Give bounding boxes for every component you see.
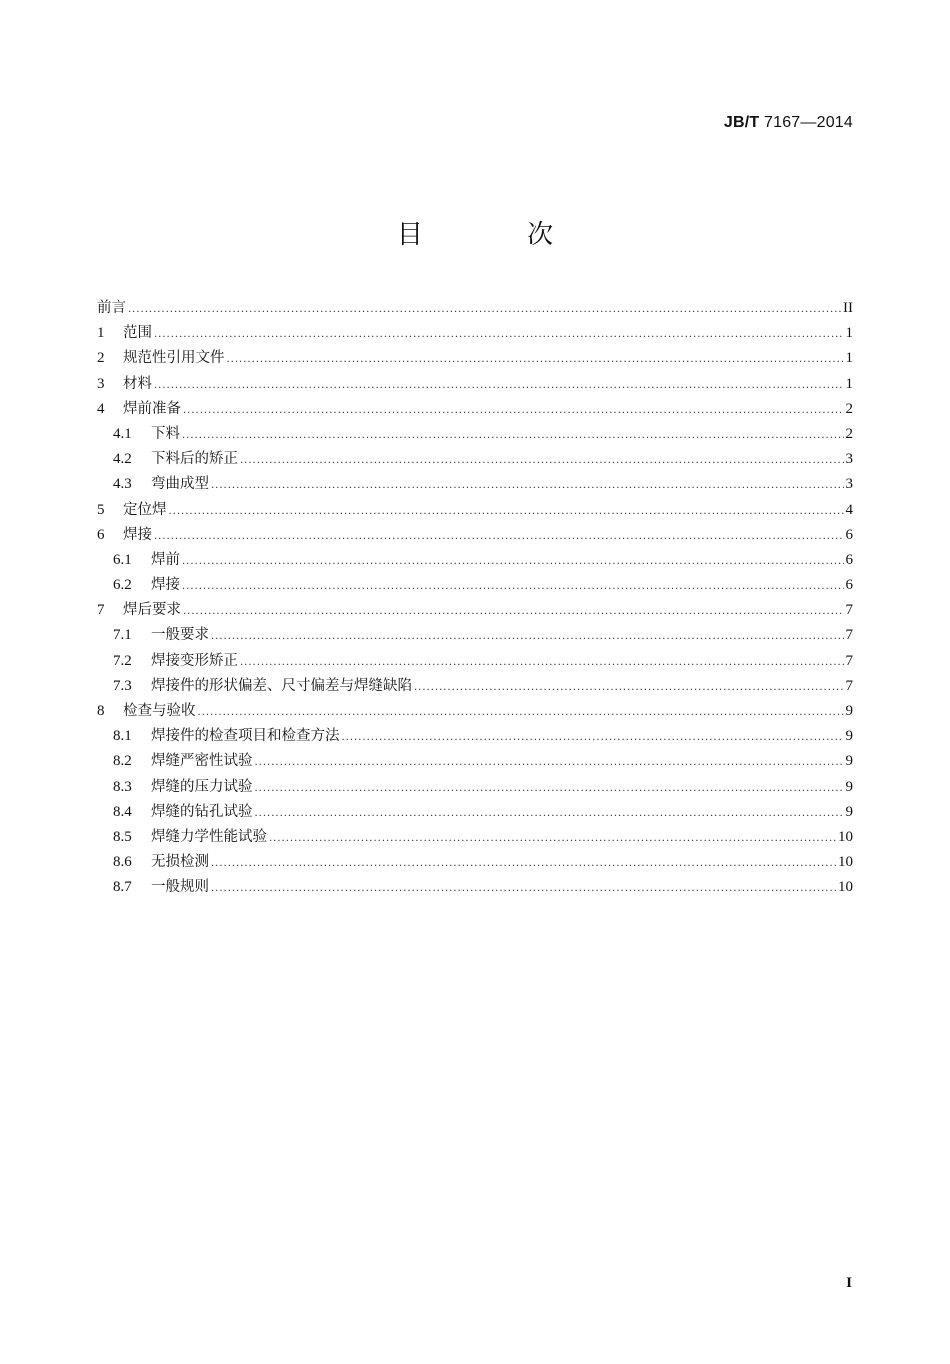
toc-entry-page: 1 — [845, 325, 853, 342]
toc-leader-dots — [154, 373, 844, 398]
toc-entry-label: 焊前准备 — [123, 400, 181, 417]
toc-entry-page: 9 — [845, 778, 853, 795]
toc-entry[interactable] — [97, 598, 853, 623]
toc-entry-label: 无损检测 — [151, 854, 209, 871]
toc-entry-page: 4 — [845, 501, 853, 518]
toc-entry[interactable] — [97, 875, 853, 900]
toc-leader-dots — [182, 574, 844, 599]
toc-leader-dots — [198, 700, 844, 725]
toc-entry-page: 6 — [845, 551, 853, 568]
toc-entry-label: 焊后要求 — [123, 602, 181, 619]
toc-entry-page: 10 — [838, 879, 853, 896]
toc-entry[interactable] — [97, 372, 853, 397]
toc-entry-number: 4.3 — [113, 476, 132, 493]
toc-entry[interactable] — [97, 548, 853, 573]
toc-entry-number: 1 — [97, 325, 105, 342]
toc-leader-dots — [211, 851, 836, 876]
toc-entry-page: 7 — [845, 652, 853, 669]
toc-entry-page: 7 — [845, 627, 853, 644]
toc-entry-number: 4.2 — [113, 451, 132, 468]
toc-entry-number: 5 — [97, 501, 105, 518]
toc-entry-label: 弯曲成型 — [151, 476, 209, 493]
toc-entry-label: 定位焊 — [123, 501, 167, 518]
toc-entry[interactable] — [97, 523, 853, 548]
toc-entry-number: 3 — [97, 375, 105, 392]
toc-entry-number: 7.3 — [113, 677, 132, 694]
toc-entry[interactable] — [97, 775, 853, 800]
toc-entry-label: 范围 — [123, 325, 152, 342]
toc-entry-number: 6 — [97, 526, 105, 543]
toc-leader-dots — [255, 750, 844, 775]
toc-entry-label: 焊前 — [151, 551, 180, 568]
toc-entry-number: 2 — [97, 350, 105, 367]
toc-entry-page: 1 — [845, 375, 853, 392]
toc-entry-page: 9 — [845, 803, 853, 820]
toc-entry[interactable] — [97, 573, 853, 598]
toc-entry-page: 9 — [845, 703, 853, 719]
toc-entry-page: 2 — [845, 425, 853, 442]
toc-entry-number: 8.7 — [113, 879, 132, 896]
toc-leader-dots — [211, 624, 844, 649]
toc-entry-page: 6 — [845, 526, 853, 543]
toc-entry[interactable] — [97, 447, 853, 472]
toc-entry[interactable] — [97, 346, 853, 371]
toc-entry-page: 3 — [845, 476, 853, 493]
toc-leader-dots — [128, 297, 841, 322]
toc-entry[interactable] — [97, 724, 853, 749]
toc-entry-label: 一般要求 — [151, 627, 209, 644]
toc-leader-dots — [154, 322, 844, 347]
toc-entry-label: 焊接件的形状偏差、尺寸偏差与焊缝缺陷 — [151, 677, 412, 694]
toc-entry-label: 焊缝的压力试验 — [151, 778, 253, 795]
toc-entry[interactable] — [97, 674, 853, 699]
toc-entry[interactable] — [97, 850, 853, 875]
toc-entry[interactable] — [97, 800, 853, 825]
toc-entry-label: 下料 — [151, 425, 180, 442]
toc-entry-number: 4.1 — [113, 425, 132, 442]
toc-leader-dots — [154, 524, 844, 549]
toc-entry-number: 8.5 — [113, 828, 132, 845]
toc-entry-label: 检查与验收 — [123, 703, 196, 719]
toc-entry-number: 4 — [97, 400, 105, 417]
toc-entry-page: 9 — [845, 753, 853, 770]
toc-leader-dots — [240, 650, 844, 675]
toc-entry-number: 8.1 — [113, 728, 132, 745]
toc-entry-number: 7 — [97, 602, 105, 619]
toc-entry-label: 焊缝力学性能试验 — [151, 828, 267, 845]
toc-leader-dots — [211, 876, 836, 901]
toc-entry-label: 焊接变形矫正 — [151, 652, 238, 669]
toc-entry-page: 10 — [838, 828, 853, 845]
toc-entry-label: 下料后的矫正 — [151, 451, 238, 468]
toc-entry-number: 8.6 — [113, 854, 132, 871]
toc-leader-dots — [342, 725, 844, 750]
toc-entry-label: 材料 — [123, 375, 152, 392]
toc-entry[interactable] — [97, 649, 853, 674]
toc-entry[interactable] — [97, 699, 853, 724]
toc-entry[interactable] — [97, 422, 853, 447]
toc-entry-number: 6.2 — [113, 577, 132, 594]
toc-entry-number: 7.2 — [113, 652, 132, 669]
toc-leader-dots — [414, 675, 844, 700]
table-of-contents — [97, 296, 853, 901]
toc-entry[interactable] — [97, 397, 853, 422]
toc-entry-page: 9 — [845, 728, 853, 745]
toc-entry-label: 规范性引用文件 — [123, 350, 225, 367]
toc-entry-label: 一般规则 — [151, 879, 209, 896]
page-number: I — [846, 1275, 852, 1291]
standard-number — [724, 114, 853, 132]
toc-leader-dots — [183, 599, 844, 624]
toc-leader-dots — [240, 448, 844, 473]
toc-entry-number: 8.3 — [113, 778, 132, 795]
standard-prefix: JB/T — [723, 114, 760, 131]
toc-leader-dots — [255, 801, 844, 826]
toc-entry[interactable] — [97, 321, 853, 346]
toc-leader-dots — [182, 549, 844, 574]
toc-entry-page: 10 — [838, 854, 853, 871]
toc-leader-dots — [211, 473, 844, 498]
standard-number-value: 7167—2014 — [764, 114, 853, 131]
toc-entry-label: 前言 — [97, 300, 126, 316]
toc-entry-number: 8 — [97, 703, 105, 719]
toc-entry[interactable] — [97, 825, 853, 850]
toc-entry-number: 8.2 — [113, 753, 132, 770]
toc-entry-label: 焊缝的钻孔试验 — [151, 803, 253, 820]
toc-title: 目 次 — [396, 220, 602, 250]
toc-leader-dots — [255, 776, 844, 801]
toc-leader-dots — [169, 499, 844, 524]
toc-leader-dots — [227, 347, 844, 372]
toc-entry-page: 1 — [845, 350, 853, 367]
toc-entry-page: 7 — [845, 602, 853, 619]
toc-entry[interactable] — [97, 296, 853, 321]
toc-entry-label: 焊缝严密性试验 — [151, 753, 253, 770]
toc-entry-label: 焊接 — [151, 577, 180, 594]
toc-entry-number: 7.1 — [113, 627, 132, 644]
toc-entry-page: 2 — [845, 400, 853, 417]
toc-entry-label: 焊接件的检查项目和检查方法 — [151, 728, 340, 745]
toc-entry[interactable] — [97, 472, 853, 497]
toc-entry-number: 6.1 — [113, 551, 132, 568]
toc-entry[interactable] — [97, 749, 853, 774]
toc-entry-number: 8.4 — [113, 803, 132, 820]
toc-entry-label: 焊接 — [123, 526, 152, 543]
toc-entry-page: II — [843, 300, 853, 316]
toc-entry-page: 6 — [845, 577, 853, 594]
toc-leader-dots — [269, 826, 836, 851]
toc-entry[interactable] — [97, 623, 853, 648]
toc-leader-dots — [182, 423, 844, 448]
toc-entry-page: 7 — [845, 677, 853, 694]
toc-entry-page: 3 — [845, 451, 853, 468]
toc-entry[interactable] — [97, 498, 853, 523]
toc-leader-dots — [183, 398, 844, 423]
